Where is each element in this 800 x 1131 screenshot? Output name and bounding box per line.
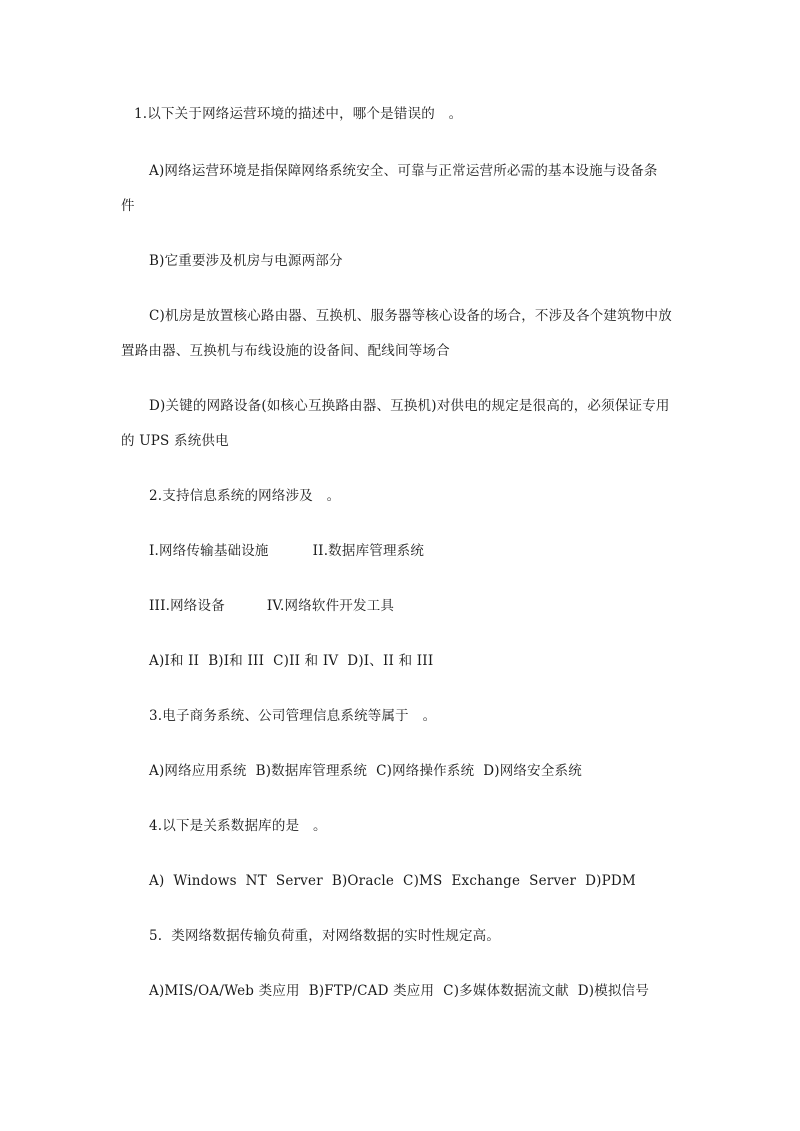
question-1-option-c-line-1: C)机房是放置核心路由器、互换机、服务器等核心设备的场合，不涉及各个建筑物中放 bbox=[149, 308, 672, 324]
question-3-options: A)网络应用系统 B)数据库管理系统 C)网络操作系统 D)网络安全系统 bbox=[149, 763, 582, 779]
question-1-option-c-line-2: 置路由器、互换机与布线设施的设备间、配线间等场合 bbox=[121, 343, 450, 359]
question-5-stem: 5. 类网络数据传输负荷重，对网络数据的实时性规定高。 bbox=[149, 928, 501, 944]
question-1-option-a-line-1: A)网络运营环境是指保障网络系统安全、可靠与正常运营所必需的基本设施与设备条 bbox=[149, 163, 658, 179]
question-2-item-4: IV.网络软件开发工具 bbox=[266, 598, 395, 614]
question-1-option-b: B)它重要涉及机房与电源两部分 bbox=[149, 253, 343, 269]
question-2-item-1: Ⅰ.网络传输基础设施 bbox=[149, 543, 269, 559]
question-1-option-d-line-2: 的 UPS 系统供电 bbox=[121, 433, 229, 449]
question-2-stem: 2.支持信息系统的网络涉及 。 bbox=[149, 488, 341, 504]
question-2-item-2: II.数据库管理系统 bbox=[312, 543, 425, 559]
question-1-option-d-line-1: D)关键的网路设备(如核心互换路由器、互换机)对供电的规定是很高的，必须保证专用 bbox=[149, 398, 670, 414]
question-2-options: A)Ⅰ和 II B)Ⅰ和 III C)II 和 IV D)Ⅰ、II 和 III bbox=[149, 653, 434, 669]
question-1-option-a-line-2: 件 bbox=[121, 198, 135, 214]
question-2-items-row-1 bbox=[149, 542, 424, 560]
question-1-stem: 1.以下关于网络运营环境的描述中，哪个是错误的 。 bbox=[134, 106, 463, 122]
question-4-stem: 4.以下是关系数据库的是 。 bbox=[149, 818, 327, 834]
question-3-stem: 3.电子商务系统、公司管理信息系统等属于 。 bbox=[149, 708, 437, 724]
question-5-options: A)MIS/OA/Web 类应用 B)FTP/CAD 类应用 C)多媒体数据流文献 D)模拟信号 bbox=[149, 983, 650, 999]
question-4-options: A) Windows NT Server B)Oracle C)MS Exchange Server D)PDM bbox=[149, 873, 636, 889]
question-2-items-row-2 bbox=[149, 597, 394, 615]
question-2-item-3: III.网络设备 bbox=[149, 598, 225, 614]
